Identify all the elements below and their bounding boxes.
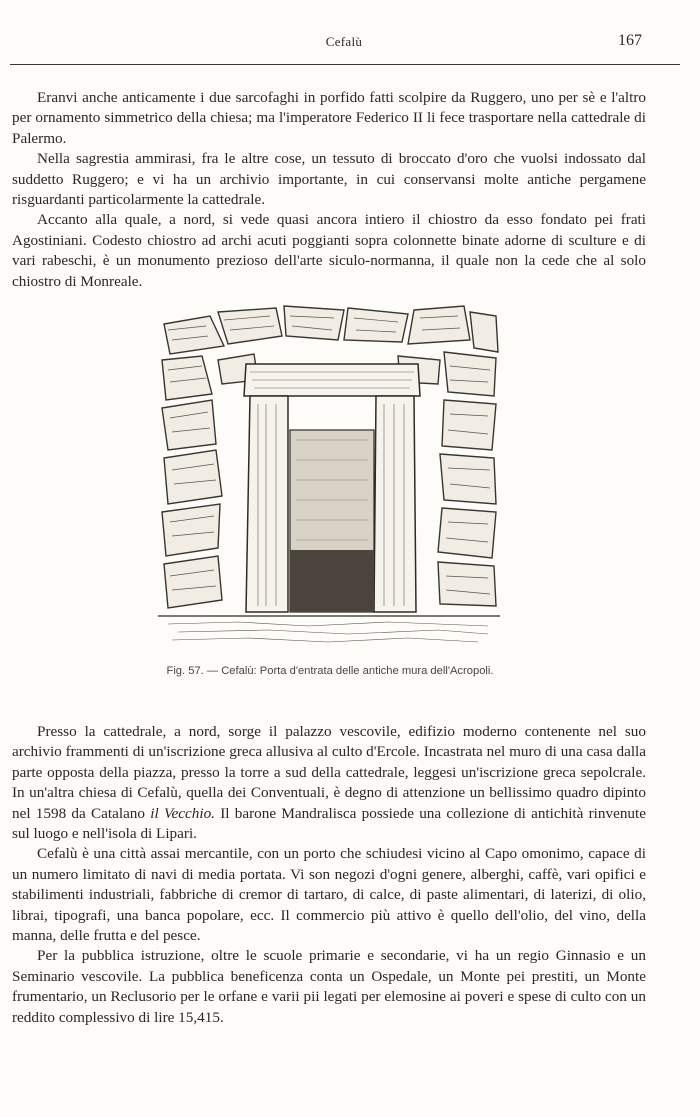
paragraph: Eranvi anche anticamente i due sarcofaghi in porfido fatti scolpire da Ruggero, uno per sè e l'altro per ornamento simmetrico della chiesa; ma l'imperatore Federico II li fece trasportare nella cattedrale di Palermo.	[12, 89, 646, 147]
running-title: Cefalù	[325, 34, 363, 49]
page-number: 167	[618, 32, 642, 49]
paragraph: Per la pubblica istruzione, oltre le scuole primarie e secondarie, vi ha un regio Ginnasio e un Seminario vescovile. La pubblica beneficenza conta un Ospedale, un Monte pei prestiti, un Monte frumentario, un Reclusorio per le orfane e varii pii legati per elemosine ai poveri e spese di culto con un reddito complessivo di lire 15,415.	[12, 947, 646, 1026]
header-rule	[10, 64, 680, 65]
figure-illustration	[158, 300, 500, 652]
running-head	[8, 34, 680, 54]
paragraph-text: Presso la cattedrale, a nord, sorge il palazzo vescovile, edifizio moderno contenente nel suo archivio frammenti di un'iscrizione greca allusiva al culto d'Ercole. Incastrata nel muro di una casa dalla parte opposta della piazza, presso la torre a sud della cattedrale, leggesi un'iscrizione greca sepolcrale. In un'altra chiesa di Cefalù, quella dei Conventuali, è degno di attenzione un bellissimo quadro dipinto nel 1598 da Catalano	[12, 723, 646, 822]
paragraph: Cefalù è una città assai mercantile, con un porto che schiudesi vicino al Capo omonimo, capace di un numero limitato di navi di media portata. Vi son negozi d'ogni genere, alberghi, caffè, vari opifici e stabilimenti industriali, fabbriche di cremor di tartaro, di calce, di paste alimentari, di laterizi, di olio, librai, tipografi, una banca popolare, ecc. Il commercio più attivo è quello dell'olio, del vino, della manna, delle frutta e del pesce.	[12, 845, 646, 945]
ancient-gate-engraving	[158, 300, 500, 652]
text-block-top	[12, 88, 646, 292]
paragraph: Nella sagrestia ammirasi, fra le altre cose, un tessuto di broccato d'oro che vuolsi indossato dal suddetto Ruggero; e vi ha un archivio importante, in cui conservansi molte antiche pergamene risguardanti particolarmente la cattedrale.	[12, 150, 646, 209]
italic-text: il Vecchio.	[150, 804, 215, 822]
text-block-bottom	[12, 722, 646, 1028]
paragraph-text: Il barone Mandralisca possiede una collezione di antichità rinvenute sul luogo e nell'isola di Lipari.	[12, 804, 646, 843]
figure-caption: Fig. 57. — Cefalù: Porta d'entrata delle antiche mura dell'Acropoli.	[166, 665, 494, 677]
paragraph	[12, 722, 646, 844]
paragraph: Accanto alla quale, a nord, si vede quasi ancora intiero il chiostro da esso fondato pei frati Agostiniani. Codesto chiostro ad archi acuti poggianti sopra colonnette binate adorne di sculture e di vari rabeschi, è un monumento prezioso dell'arte siculo-normanna, il quale non la cede che al solo chiostro di Monreale.	[12, 211, 646, 290]
